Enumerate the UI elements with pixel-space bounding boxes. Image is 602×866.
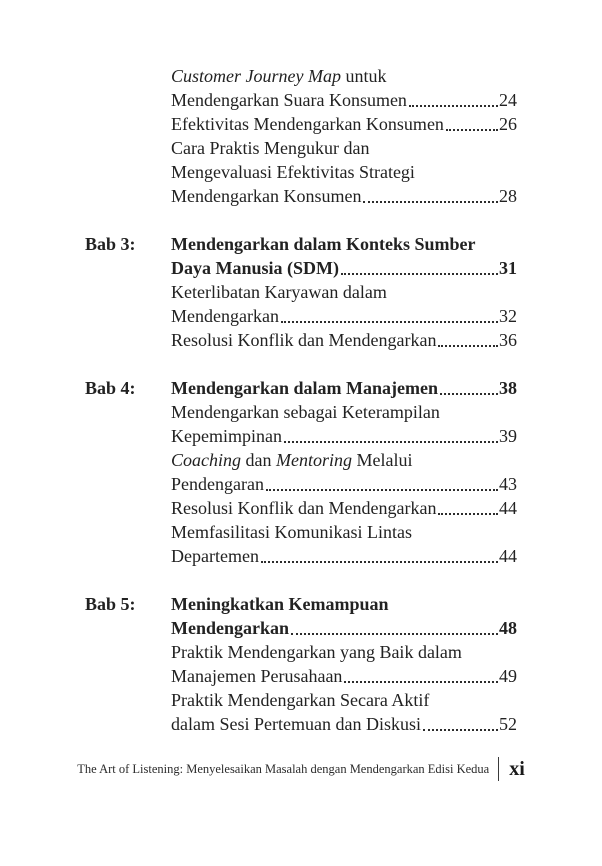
toc-text-segment: Meningkatkan Kemampuan [171,594,389,614]
toc-text-segment: Departemen [171,546,259,566]
toc-row [171,64,517,88]
toc-entry-text [171,616,289,640]
dot-leader [444,112,499,136]
toc-page-number: 38 [499,378,517,398]
toc-text-segment: Mendengarkan [171,618,290,638]
toc-entry-text [171,640,462,664]
toc-text-segment: Resolusi Konflik dan Mendengarkan [171,498,437,518]
toc-text-segment: Mendengarkan sebagai Keterampilan [171,402,440,422]
toc-entry-text [171,112,444,136]
dot-leader [282,424,499,448]
dot-leader [407,88,499,112]
toc-text-segment: Resolusi Konflik dan Mendengarkan [171,330,437,350]
toc-text-segment: Praktik Mendengarkan Secara Aktif [171,690,430,710]
toc-page-number: 52 [499,714,517,734]
toc-chapter-block [85,592,517,736]
toc-page-number: 36 [499,330,517,350]
toc-row [171,400,517,424]
toc-text-segment: Kepemimpinan [171,426,282,446]
chapter-label: Bab 4: [85,378,136,398]
toc-row [171,640,517,664]
toc-entry-text [171,448,413,472]
toc-row [171,616,517,640]
dot-leader [289,616,499,640]
toc-row [171,184,517,208]
toc-entry-text [171,376,438,400]
toc-text-segment: untuk [340,66,387,86]
dot-leader [339,256,499,280]
toc-row [171,376,517,400]
chapter-rows [171,64,517,208]
toc-text-segment: Mendengarkan Konsumen [171,186,362,206]
toc-text-segment: Efektivitas Mendengarkan Konsumen [171,114,444,134]
chapter-rows [171,592,517,736]
footer-separator-bar [498,757,499,781]
footer-page-number: xi [509,757,525,780]
dot-leader [436,328,499,352]
toc-entry-text [171,328,436,352]
dot-leader [436,496,499,520]
toc-row [171,592,517,616]
chapter-rows [171,376,517,568]
dot-leader [342,664,499,688]
toc-entry-text [171,304,279,328]
toc-entry-text [171,664,342,688]
table-of-contents [85,64,517,736]
toc-chapter-block [85,64,517,208]
toc-row [171,688,517,712]
toc-row [171,448,517,472]
toc-page-number: 44 [499,498,517,518]
toc-row [171,424,517,448]
toc-text-segment-italic: Mentoring [276,450,352,470]
toc-text-segment: dalam Sesi Pertemuan dan Diskusi [171,714,421,734]
toc-entry-text [171,64,387,88]
toc-entry-text [171,520,412,544]
toc-chapter-block [85,376,517,568]
toc-page-number: 31 [499,258,517,278]
toc-text-segment: Manajemen Perusahaan [171,666,343,686]
toc-row [171,304,517,328]
toc-row [171,160,517,184]
toc-row [171,328,517,352]
toc-entry-text [171,232,476,256]
toc-row [171,712,517,736]
toc-page-number: 44 [499,546,517,566]
toc-text-segment: Mengevaluasi Efektivitas Strategi [171,162,415,182]
toc-entry-text [171,280,387,304]
dot-leader [438,376,499,400]
toc-text-segment-italic: Customer Journey Map [171,66,341,86]
dot-leader [279,304,499,328]
toc-page-number: 49 [499,666,517,686]
toc-entry-text [171,256,339,280]
toc-page-number: 48 [499,618,517,638]
toc-text-segment: Cara Praktis Mengukur dan [171,138,370,158]
toc-page-number: 28 [499,186,517,206]
chapter-label: Bab 3: [85,234,136,254]
toc-row [171,232,517,256]
toc-row [171,112,517,136]
toc-page-number: 26 [499,114,517,134]
toc-row [171,136,517,160]
dot-leader [259,544,499,568]
toc-text-segment: Pendengaran [171,474,264,494]
toc-entry-text [171,400,440,424]
toc-entry-text [171,160,415,184]
toc-text-segment: Praktik Mendengarkan yang Baik dalam [171,642,462,662]
toc-row [171,280,517,304]
footer-book-title: The Art of Listening: Menyelesaikan Masalah dengan Mendengarkan Edisi Kedua [77,761,490,776]
toc-text-segment: Keterlibatan Karyawan dalam [171,282,387,302]
toc-text-segment: Mendengarkan dalam Manajemen [171,378,438,398]
toc-entry-text [171,136,369,160]
toc-text-segment: Melalui [352,450,413,470]
toc-entry-text [171,544,259,568]
toc-entry-text [171,88,407,112]
toc-text-segment: Mendengarkan [171,306,279,326]
chapter-rows [171,232,517,352]
toc-text-segment: Mendengarkan Suara Konsumen [171,90,407,110]
toc-text-segment: Mendengarkan dalam Konteks Sumber [171,234,476,254]
toc-entry-text [171,424,282,448]
toc-text-segment: dan [241,450,276,470]
toc-entry-text [171,472,264,496]
toc-text-segment: Daya Manusia (SDM) [171,258,340,278]
toc-row [171,544,517,568]
toc-text-segment: Memfasilitasi Komunikasi Lintas [171,522,412,542]
toc-entry-text [171,712,421,736]
dot-leader [361,184,499,208]
chapter-label: Bab 5: [85,594,136,614]
toc-row [171,496,517,520]
dot-leader [421,712,499,736]
toc-row [171,520,517,544]
toc-row [171,256,517,280]
toc-entry-text [171,184,361,208]
toc-row [171,664,517,688]
dot-leader [264,472,499,496]
toc-row [171,472,517,496]
toc-text-segment-italic: Coaching [171,450,241,470]
toc-page-number: 43 [499,474,517,494]
toc-entry-text [171,496,436,520]
toc-page-number: 24 [499,90,517,110]
toc-row [171,88,517,112]
toc-page-number: 39 [499,426,517,446]
toc-entry-text [171,688,429,712]
toc-entry-text [171,592,389,616]
toc-page-number: 32 [499,306,517,326]
toc-chapter-block [85,232,517,352]
page-footer [0,755,602,783]
